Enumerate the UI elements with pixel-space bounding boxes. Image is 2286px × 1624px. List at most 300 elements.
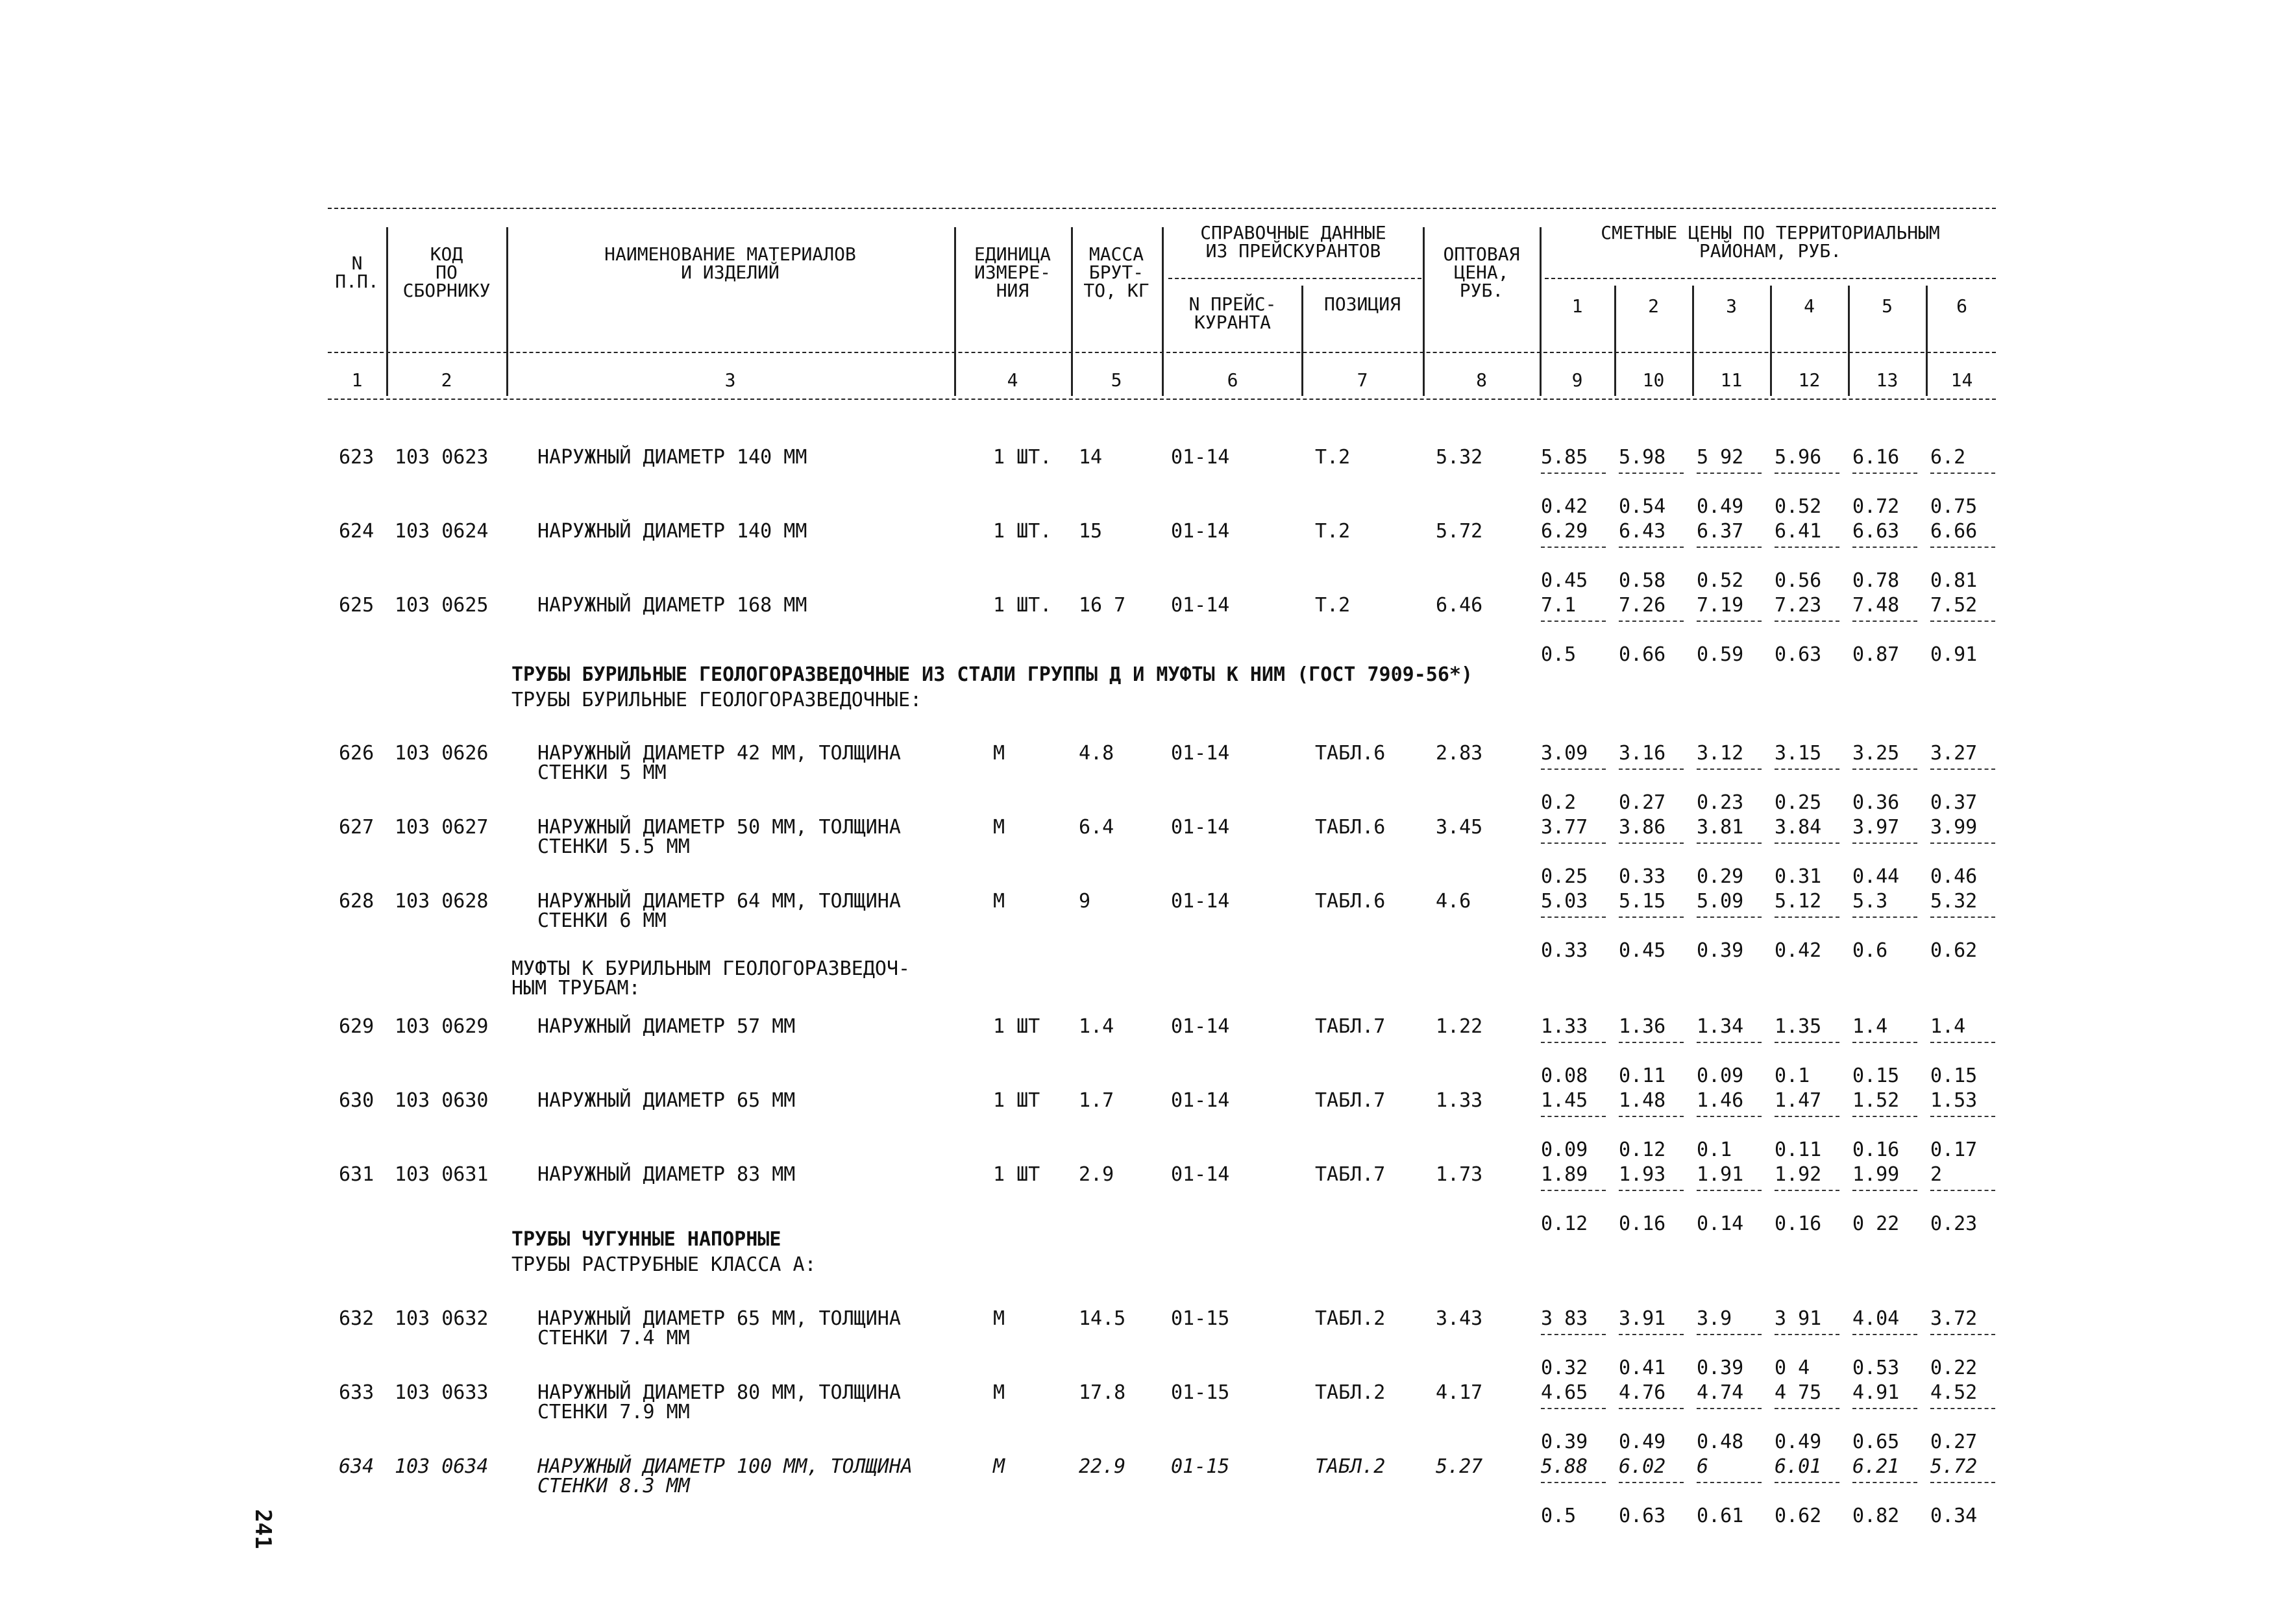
estimate-price: 3.15 <box>1775 742 1822 765</box>
row-name: НАРУЖНЫЙ ДИАМЕТР 50 ММ, ТОЛЩИНА СТЕНКИ 5.5 ММ <box>537 816 901 858</box>
row-name: НАРУЖНЫЙ ДИАМЕТР 64 ММ, ТОЛЩИНА СТЕНКИ 6 ММ <box>537 890 901 932</box>
transport-cost: 0.11 <box>1775 1138 1822 1161</box>
column-number: 6 <box>1227 369 1238 391</box>
fraction-rule <box>1930 473 1995 474</box>
fraction-rule <box>1852 1042 1917 1043</box>
transport-cost: 0.45 <box>1619 939 1666 962</box>
estimate-price: 6.21 <box>1852 1455 1900 1478</box>
header-wholesale: ОПТОВАЯ ЦЕНА, РУБ. <box>1443 243 1520 301</box>
estimate-price: 3.72 <box>1930 1307 1978 1330</box>
header-unit: ЕДИНИЦА ИЗМЕРЕ- НИЯ <box>974 243 1051 301</box>
transport-cost: 0.63 <box>1619 1505 1666 1527</box>
transport-cost: 0.23 <box>1930 1212 1978 1235</box>
transport-cost: 0.09 <box>1541 1138 1588 1161</box>
transport-cost: 0.09 <box>1697 1064 1744 1087</box>
transport-cost: 0.17 <box>1930 1138 1978 1161</box>
header-district: 2 <box>1648 295 1659 317</box>
transport-cost: 0.54 <box>1619 495 1666 518</box>
estimate-price: 3.09 <box>1541 742 1588 765</box>
header-mass: МАССА БРУТ- ТО, КГ <box>1083 243 1149 301</box>
estimate-price: 3.9 <box>1697 1307 1732 1330</box>
header-district: 4 <box>1804 295 1815 317</box>
row-number: 626 <box>339 742 375 765</box>
transport-cost: 0.49 <box>1697 495 1744 518</box>
estimate-price: 1.92 <box>1775 1163 1822 1186</box>
estimate-price: 1.34 <box>1697 1015 1744 1038</box>
row-position: ТАБЛ.6 <box>1315 890 1386 913</box>
transport-cost: 0.37 <box>1930 791 1978 814</box>
fraction-rule <box>1541 1482 1606 1483</box>
row-code: 103 0626 <box>395 742 489 765</box>
fraction-rule <box>1619 1190 1684 1191</box>
fraction-rule <box>1541 473 1606 474</box>
estimate-price: 1.53 <box>1930 1089 1978 1112</box>
column-number: 12 <box>1798 369 1821 391</box>
transport-cost: 0.14 <box>1697 1212 1744 1235</box>
row-name: НАРУЖНЫЙ ДИАМЕТР 65 ММ, ТОЛЩИНА СТЕНКИ 7.4 ММ <box>537 1307 901 1349</box>
section-title: ТРУБЫ БУРИЛЬНЫЕ ГЕОЛОГОРАЗВЕДОЧНЫЕ ИЗ СТАЛИ ГРУППЫ Д И МУФТЫ К НИМ (ГОСТ 7909-56*) <box>511 663 1473 686</box>
row-mass: 16 7 <box>1079 594 1126 617</box>
transport-cost: 0.15 <box>1930 1064 1978 1087</box>
header-position: ПОЗИЦИЯ <box>1323 293 1401 315</box>
section-subtitle: ТРУБЫ БУРИЛЬНЫЕ ГЕОЛОГОРАЗВЕДОЧНЫЕ: <box>511 689 922 711</box>
header-district: 3 <box>1726 295 1737 317</box>
row-number: 624 <box>339 520 375 543</box>
estimate-price: 1.46 <box>1697 1089 1744 1112</box>
section-title: ТРУБЫ ЧУГУННЫЕ НАПОРНЫЕ <box>511 1228 781 1251</box>
fraction-rule <box>1775 621 1839 622</box>
column-number: 5 <box>1111 369 1122 391</box>
estimate-price: 1.45 <box>1541 1089 1588 1112</box>
fraction-rule <box>1697 547 1762 548</box>
fraction-rule <box>1852 1482 1917 1483</box>
fraction-rule <box>1930 547 1995 548</box>
estimate-price: 4.74 <box>1697 1381 1744 1404</box>
estimate-price: 6.41 <box>1775 520 1822 543</box>
row-mass: 14 <box>1079 446 1103 469</box>
transport-cost: 0.16 <box>1852 1138 1900 1161</box>
row-price: 1.22 <box>1436 1015 1483 1038</box>
row-position: Т.2 <box>1315 520 1351 543</box>
estimate-price: 6.43 <box>1619 520 1666 543</box>
row-name: НАРУЖНЫЙ ДИАМЕТР 140 ММ <box>537 520 807 543</box>
column-number: 1 <box>351 369 363 391</box>
row-number: 629 <box>339 1015 375 1038</box>
header-divider <box>1162 227 1164 396</box>
row-number: 630 <box>339 1089 375 1112</box>
transport-cost: 0.53 <box>1852 1357 1900 1379</box>
estimate-price: 3.97 <box>1852 816 1900 839</box>
row-price: 2.83 <box>1436 742 1483 765</box>
row-mass: 15 <box>1079 520 1103 543</box>
estimate-price: 1.36 <box>1619 1015 1666 1038</box>
transport-cost: 0.6 <box>1852 939 1888 962</box>
row-pricelist: 01-14 <box>1171 594 1230 617</box>
estimate-price: 3.25 <box>1852 742 1900 765</box>
estimate-price: 1.35 <box>1775 1015 1822 1038</box>
page-number: 241 <box>250 1509 276 1549</box>
fraction-rule <box>1775 473 1839 474</box>
row-name: НАРУЖНЫЙ ДИАМЕТР 57 ММ <box>537 1015 796 1038</box>
fraction-rule <box>1697 1190 1762 1191</box>
header-district: 5 <box>1882 295 1893 317</box>
transport-cost: 0.75 <box>1930 495 1978 518</box>
header-ref-group: СПРАВОЧНЫЕ ДАННЫЕ ИЗ ПРЕЙСКУРАНТОВ <box>1200 222 1386 262</box>
fraction-rule <box>1541 843 1606 844</box>
transport-cost: 0.59 <box>1697 643 1744 666</box>
transport-cost: 0.36 <box>1852 791 1900 814</box>
fraction-rule <box>1619 917 1684 918</box>
transport-cost: 0.12 <box>1619 1138 1666 1161</box>
transport-cost: 0.31 <box>1775 865 1822 888</box>
estimate-price: 7.48 <box>1852 594 1900 617</box>
row-code: 103 0631 <box>395 1163 489 1186</box>
row-code: 103 0630 <box>395 1089 489 1112</box>
row-price: 4.6 <box>1436 890 1471 913</box>
header-estimate-group: СМЕТНЫЕ ЦЕНЫ ПО ТЕРРИТОРИАЛЬНЫМ РАЙОНАМ, РУБ. <box>1601 222 1940 262</box>
estimate-price: 4.04 <box>1852 1307 1900 1330</box>
header-np: N П.П. <box>335 252 379 292</box>
row-unit: 1 ШТ. <box>993 446 1052 469</box>
row-unit: М <box>993 816 1005 839</box>
row-number: 627 <box>339 816 375 839</box>
row-position: ТАБЛ.7 <box>1315 1163 1386 1186</box>
row-unit: 1 ШТ. <box>993 594 1052 617</box>
fraction-rule <box>1697 1116 1762 1117</box>
transport-cost: 0.39 <box>1697 1357 1744 1379</box>
estimate-price: 4.65 <box>1541 1381 1588 1404</box>
fraction-rule <box>1852 621 1917 622</box>
header-district: 6 <box>1956 295 1967 317</box>
estimate-price: 7.52 <box>1930 594 1978 617</box>
transport-cost: 0.5 <box>1541 1505 1577 1527</box>
estimate-price: 3.86 <box>1619 816 1666 839</box>
fraction-rule <box>1697 769 1762 770</box>
estimate-price: 6.63 <box>1852 520 1900 543</box>
estimate-price: 5.96 <box>1775 446 1822 469</box>
row-price: 1.73 <box>1436 1163 1483 1186</box>
transport-cost: 0.27 <box>1619 791 1666 814</box>
fraction-rule <box>1775 843 1839 844</box>
estimate-price: 6.02 <box>1619 1455 1666 1478</box>
header-divider <box>506 227 508 396</box>
fraction-rule <box>1697 1334 1762 1335</box>
estimate-price: 1.89 <box>1541 1163 1588 1186</box>
transport-cost: 0.91 <box>1930 643 1978 666</box>
transport-cost: 0.61 <box>1697 1505 1744 1527</box>
row-code: 103 0623 <box>395 446 489 469</box>
estimate-price: 5.98 <box>1619 446 1666 469</box>
row-price: 3.43 <box>1436 1307 1483 1330</box>
header-code: КОД ПО СБОРНИКУ <box>402 243 491 301</box>
transport-cost: 0.52 <box>1775 495 1822 518</box>
row-pricelist: 01-14 <box>1171 520 1230 543</box>
row-mass: 9 <box>1079 890 1091 913</box>
estimate-price: 5.3 <box>1852 890 1888 913</box>
estimate-price: 6.16 <box>1852 446 1900 469</box>
fraction-rule <box>1775 1408 1839 1409</box>
transport-cost: 0.12 <box>1541 1212 1588 1235</box>
fraction-rule <box>1852 917 1917 918</box>
row-price: 4.17 <box>1436 1381 1483 1404</box>
transport-cost: 0.42 <box>1775 939 1822 962</box>
fraction-rule <box>1775 1190 1839 1191</box>
estimate-price: 5.88 <box>1541 1455 1588 1478</box>
estimate-price: 1.4 <box>1930 1015 1966 1038</box>
fraction-rule <box>1930 769 1995 770</box>
transport-cost: 0.87 <box>1852 643 1900 666</box>
fraction-rule <box>1852 547 1917 548</box>
transport-cost: 0.27 <box>1930 1431 1978 1453</box>
transport-cost: 0.82 <box>1852 1505 1900 1527</box>
row-pricelist: 01-15 <box>1171 1381 1230 1404</box>
fraction-rule <box>1775 917 1839 918</box>
row-name: НАРУЖНЫЙ ДИАМЕТР 100 ММ, ТОЛЩИНА СТЕНКИ 8.3 ММ <box>537 1455 913 1497</box>
row-pricelist: 01-14 <box>1171 1089 1230 1112</box>
fraction-rule <box>1775 1042 1839 1043</box>
row-unit: 1 ШТ <box>993 1089 1040 1112</box>
estimate-price: 4.76 <box>1619 1381 1666 1404</box>
estimate-price: 4.91 <box>1852 1381 1900 1404</box>
transport-cost: 0.33 <box>1541 939 1588 962</box>
fraction-rule <box>1852 1334 1917 1335</box>
row-pricelist: 01-14 <box>1171 1163 1230 1186</box>
estimate-price: 3.12 <box>1697 742 1744 765</box>
row-price: 6.46 <box>1436 594 1483 617</box>
transport-cost: 0.56 <box>1775 569 1822 592</box>
fraction-rule <box>1619 843 1684 844</box>
row-price: 5.72 <box>1436 520 1483 543</box>
row-pricelist: 01-15 <box>1171 1455 1230 1478</box>
fraction-rule <box>1852 1408 1917 1409</box>
column-number: 8 <box>1476 369 1487 391</box>
estimate-price: 1.99 <box>1852 1163 1900 1186</box>
transport-cost: 0.1 <box>1697 1138 1732 1161</box>
fraction-rule <box>1775 1116 1839 1117</box>
column-number: 2 <box>441 369 452 391</box>
fraction-rule <box>1619 1042 1684 1043</box>
estimate-price: 3.84 <box>1775 816 1822 839</box>
row-mass: 22.9 <box>1079 1455 1126 1478</box>
estimate-price: 1.47 <box>1775 1089 1822 1112</box>
row-mass: 2.9 <box>1079 1163 1114 1186</box>
row-code: 103 0628 <box>395 890 489 913</box>
transport-cost: 0.62 <box>1930 939 1978 962</box>
fraction-rule <box>1541 1042 1606 1043</box>
fraction-rule <box>1852 1116 1917 1117</box>
estimate-price: 7.23 <box>1775 594 1822 617</box>
estimate-price: 3.91 <box>1619 1307 1666 1330</box>
row-position: ТАБЛ.7 <box>1315 1015 1386 1038</box>
row-mass: 4.8 <box>1079 742 1114 765</box>
fraction-rule <box>1697 1408 1762 1409</box>
transport-cost: 0.25 <box>1541 865 1588 888</box>
row-unit: 1 ШТ <box>993 1163 1040 1186</box>
transport-cost: 0.5 <box>1541 643 1577 666</box>
transport-cost: 0.41 <box>1619 1357 1666 1379</box>
estimate-price: 3 83 <box>1541 1307 1588 1330</box>
transport-cost: 0.65 <box>1852 1431 1900 1453</box>
row-position: Т.2 <box>1315 446 1351 469</box>
row-mass: 1.7 <box>1079 1089 1114 1112</box>
estimate-price: 1.4 <box>1852 1015 1888 1038</box>
estimate-price: 3.99 <box>1930 816 1978 839</box>
transport-cost: 0.2 <box>1541 791 1577 814</box>
row-unit: 1 ШТ. <box>993 520 1052 543</box>
estimate-price: 1.91 <box>1697 1163 1744 1186</box>
fraction-rule <box>1541 1334 1606 1335</box>
estimate-price: 4.52 <box>1930 1381 1978 1404</box>
transport-cost: 0.44 <box>1852 865 1900 888</box>
column-number: 7 <box>1357 369 1368 391</box>
row-mass: 17.8 <box>1079 1381 1126 1404</box>
transport-cost: 0.78 <box>1852 569 1900 592</box>
fraction-rule <box>1930 1190 1995 1191</box>
row-unit: М <box>993 742 1005 765</box>
transport-cost: 0.66 <box>1619 643 1666 666</box>
estimate-price: 1.52 <box>1852 1089 1900 1112</box>
fraction-rule <box>1619 547 1684 548</box>
row-position: Т.2 <box>1315 594 1351 617</box>
row-unit: М <box>993 890 1005 913</box>
row-number: 633 <box>339 1381 375 1404</box>
row-pricelist: 01-14 <box>1171 816 1230 839</box>
header-pricelist: N ПРЕЙС- КУРАНТА <box>1188 293 1277 333</box>
row-unit: М <box>993 1455 1005 1478</box>
fraction-rule <box>1619 1116 1684 1117</box>
column-number: 10 <box>1642 369 1665 391</box>
transport-cost: 0.39 <box>1697 939 1744 962</box>
row-number: 625 <box>339 594 375 617</box>
column-number: 13 <box>1876 369 1899 391</box>
row-code: 103 0625 <box>395 594 489 617</box>
fraction-rule <box>1541 769 1606 770</box>
transport-cost: 0.32 <box>1541 1357 1588 1379</box>
transport-cost: 0 4 <box>1775 1357 1810 1379</box>
fraction-rule <box>1619 769 1684 770</box>
transport-cost: 0.62 <box>1775 1505 1822 1527</box>
section-title: МУФТЫ К БУРИЛЬНЫМ ГЕОЛОГОРАЗВЕДОЧ- НЫМ ТРУБАМ: <box>511 957 911 1000</box>
estimate-price: 1.33 <box>1541 1015 1588 1038</box>
row-position: ТАБЛ.2 <box>1315 1381 1386 1404</box>
column-number: 3 <box>724 369 736 391</box>
fraction-rule <box>1852 769 1917 770</box>
estimate-price: 6.66 <box>1930 520 1978 543</box>
row-pricelist: 01-15 <box>1171 1307 1230 1330</box>
fraction-rule <box>1619 1482 1684 1483</box>
estimate-price: 6 <box>1697 1455 1709 1478</box>
transport-cost: 0.48 <box>1697 1431 1744 1453</box>
row-number: 628 <box>339 890 375 913</box>
estimate-price: 5.15 <box>1619 890 1666 913</box>
row-code: 103 0627 <box>395 816 489 839</box>
transport-cost: 0.33 <box>1619 865 1666 888</box>
estimate-price: 5.72 <box>1930 1455 1978 1478</box>
transport-cost: 0.45 <box>1541 569 1588 592</box>
fraction-rule <box>1697 843 1762 844</box>
row-code: 103 0634 <box>395 1455 489 1478</box>
transport-cost: 0.49 <box>1775 1431 1822 1453</box>
transport-cost: 0 22 <box>1852 1212 1900 1235</box>
row-position: ТАБЛ.6 <box>1315 742 1386 765</box>
transport-cost: 0.52 <box>1697 569 1744 592</box>
estimate-price: 3 91 <box>1775 1307 1822 1330</box>
row-mass: 1.4 <box>1079 1015 1114 1038</box>
estimate-price: 6.29 <box>1541 520 1588 543</box>
transport-cost: 0.16 <box>1775 1212 1822 1235</box>
row-code: 103 0632 <box>395 1307 489 1330</box>
estimate-price: 3.81 <box>1697 816 1744 839</box>
row-name: НАРУЖНЫЙ ДИАМЕТР 168 ММ <box>537 594 807 617</box>
fraction-rule <box>1697 621 1762 622</box>
row-position: ТАБЛ.7 <box>1315 1089 1386 1112</box>
transport-cost: 0.49 <box>1619 1431 1666 1453</box>
header-district: 1 <box>1571 295 1583 317</box>
transport-cost: 0.58 <box>1619 569 1666 592</box>
fraction-rule <box>1852 843 1917 844</box>
fraction-rule <box>1619 1334 1684 1335</box>
fraction-rule <box>1930 1482 1995 1483</box>
estimate-price: 5.03 <box>1541 890 1588 913</box>
row-position: ТАБЛ.2 <box>1315 1455 1386 1478</box>
column-number: 4 <box>1007 369 1018 391</box>
row-unit: 1 ШТ <box>993 1015 1040 1038</box>
row-price: 1.33 <box>1436 1089 1483 1112</box>
fraction-rule <box>1930 621 1995 622</box>
estimate-price: 1.48 <box>1619 1089 1666 1112</box>
fraction-rule <box>1930 917 1995 918</box>
row-pricelist: 01-14 <box>1171 446 1230 469</box>
row-name: НАРУЖНЫЙ ДИАМЕТР 65 ММ <box>537 1089 796 1112</box>
transport-cost: 0.63 <box>1775 643 1822 666</box>
fraction-rule <box>1930 843 1995 844</box>
transport-cost: 0.22 <box>1930 1357 1978 1379</box>
fraction-rule <box>1930 1116 1995 1117</box>
row-name: НАРУЖНЫЙ ДИАМЕТР 83 ММ <box>537 1163 796 1186</box>
estimate-price: 5.09 <box>1697 890 1744 913</box>
fraction-rule <box>1697 1042 1762 1043</box>
fraction-rule <box>1619 621 1684 622</box>
row-number: 632 <box>339 1307 375 1330</box>
fraction-rule <box>1852 473 1917 474</box>
row-number: 631 <box>339 1163 375 1186</box>
row-name: НАРУЖНЫЙ ДИАМЕТР 80 ММ, ТОЛЩИНА СТЕНКИ 7.9 ММ <box>537 1381 901 1423</box>
transport-cost: 0.08 <box>1541 1064 1588 1087</box>
estimate-price: 6.37 <box>1697 520 1744 543</box>
estimate-price: 6.01 <box>1775 1455 1822 1478</box>
estimate-price: 2 <box>1930 1163 1943 1186</box>
row-name: НАРУЖНЫЙ ДИАМЕТР 42 ММ, ТОЛЩИНА СТЕНКИ 5 ММ <box>537 742 901 784</box>
row-code: 103 0629 <box>395 1015 489 1038</box>
estimate-price: 5.32 <box>1930 890 1978 913</box>
fraction-rule <box>1697 1482 1762 1483</box>
transport-cost: 0.42 <box>1541 495 1588 518</box>
fraction-rule <box>1697 917 1762 918</box>
column-number: 11 <box>1720 369 1743 391</box>
header-estimate-subrule <box>1545 278 1996 279</box>
row-number: 623 <box>339 446 375 469</box>
row-unit: М <box>993 1307 1005 1330</box>
row-pricelist: 01-14 <box>1171 742 1230 765</box>
fraction-rule <box>1541 917 1606 918</box>
fraction-rule <box>1697 473 1762 474</box>
column-number: 14 <box>1950 369 1973 391</box>
fraction-rule <box>1541 621 1606 622</box>
row-mass: 14.5 <box>1079 1307 1126 1330</box>
column-number: 9 <box>1571 369 1583 391</box>
row-name: НАРУЖНЫЙ ДИАМЕТР 140 ММ <box>537 446 807 469</box>
row-code: 103 0633 <box>395 1381 489 1404</box>
